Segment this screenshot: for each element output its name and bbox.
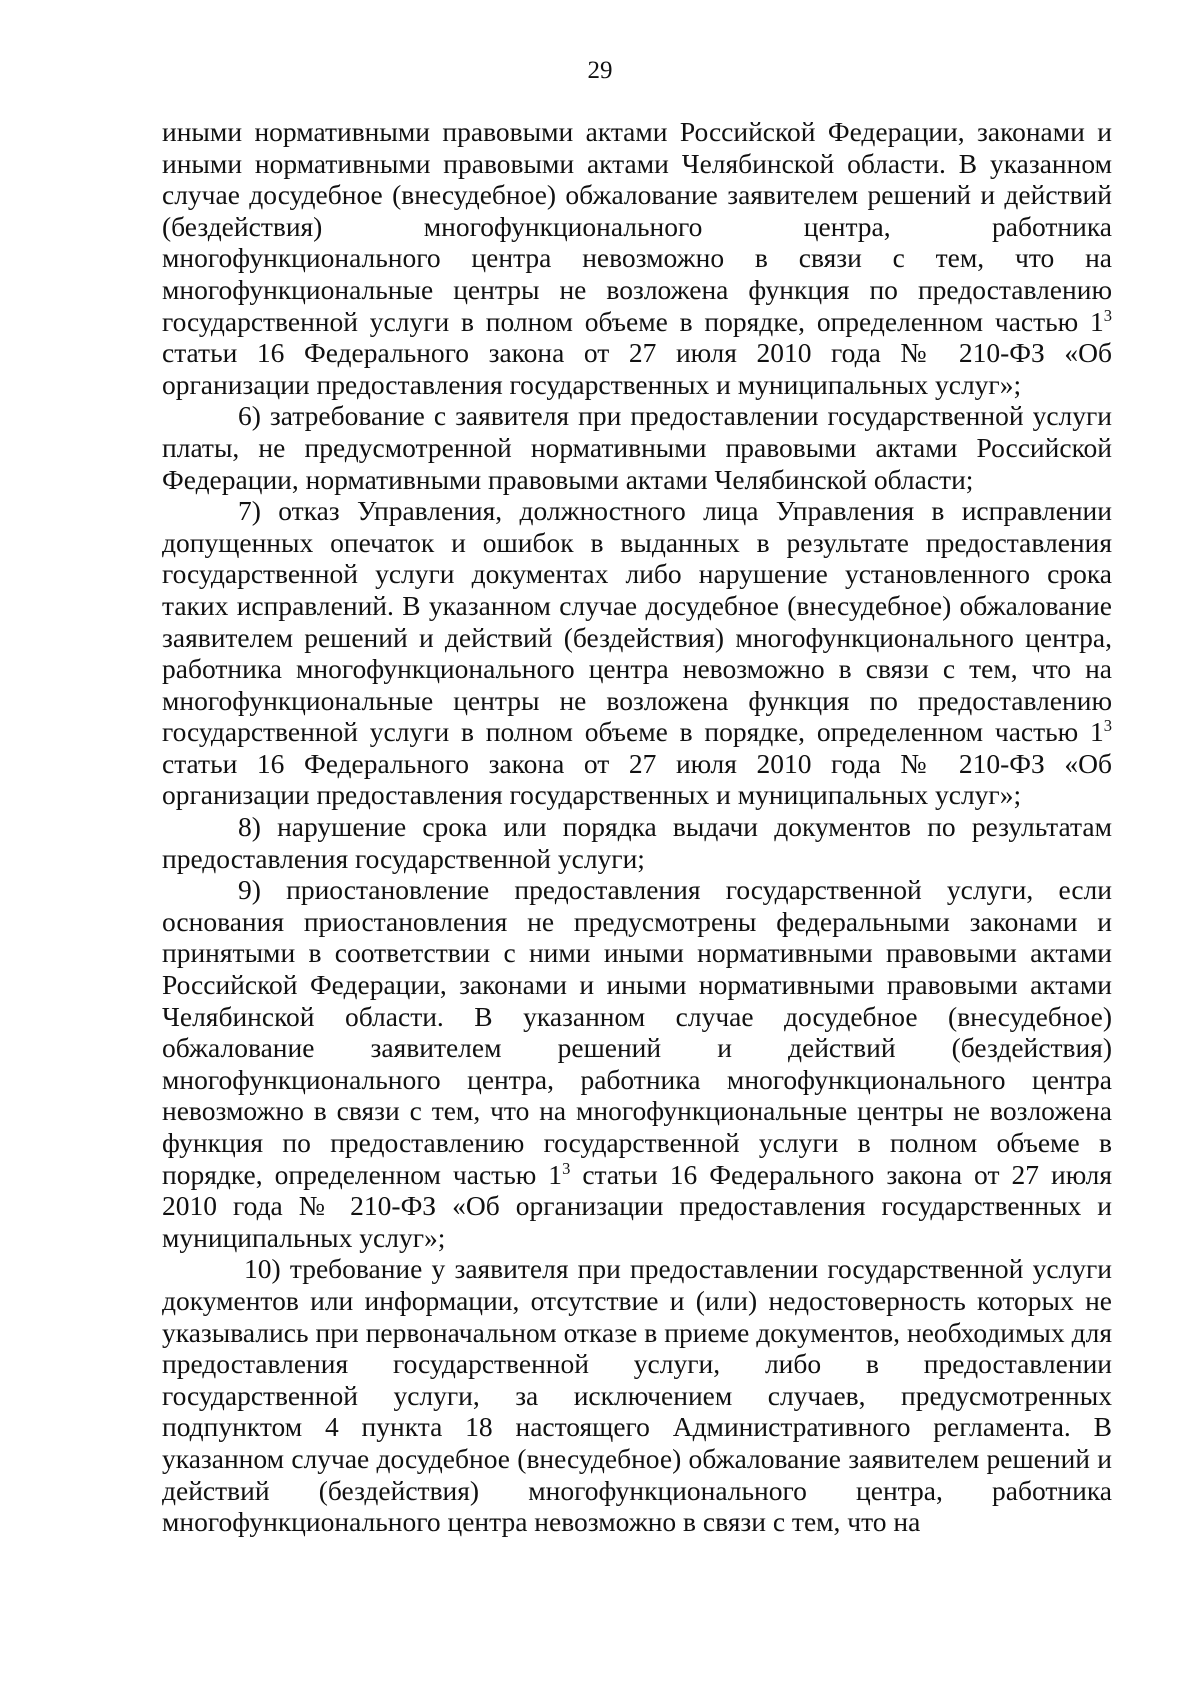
paragraph-item-10: 10) требование у заявителя при предоставлении государственной услуги документов или информации, отсутствие и (или) недостоверность которых не указывались при первоначальном отказе в приеме документов, необходимых для предоставления государственной услуги, либо в предоставлении государственной услуги, за исключением случаев, предусмотренных подпунктом 4 пункта 18 настоящего Административного регламента. В указанном случае досудебное (внесудебное) обжалование заявителем решений и действий (бездействия) многофункционального центра, работника многофункционального центра невозможно в связи с тем, что на	[162, 1253, 1112, 1538]
paragraph-text: иными нормативными правовыми актами Российской Федерации, законами и иными нормативными правовыми актами Челябинской области. В указанном случае досудебное (внесудебное) обжалование заявителем решений и действий (бездействия) многофункционального центра, работника многофункционального центра невозможно в связи с тем, что на многофункциональные центры не возложена функция по предоставлению государственной услуги в полном объеме в порядке, определенном частью 1	[162, 116, 1112, 337]
superscript: 3	[562, 1158, 571, 1178]
paragraph-text: 7) отказ Управления, должностного лица Управления в исправлении допущенных опечаток и ошибок в выданных в результате предоставления государственной услуги документах либо нарушение установленного срока таких исправлений. В указанном случае досудебное (внесудебное) обжалование заявителем решений и действий (бездействия) многофункционального центра, работника многофункционального центра невозможно в связи с тем, что на многофункциональные центры не возложена функция по предоставлению государственной услуги в полном объеме в порядке, определенном частью 1	[162, 495, 1112, 748]
paragraph-text: статьи 16 Федерального закона от 27 июля 2010 года № 210-ФЗ «Об организации предоставления государственных и муниципальных услуг»;	[162, 747, 1112, 811]
paragraph-item-8: 8) нарушение срока или порядка выдачи документов по результатам предоставления государственной услуги;	[162, 811, 1112, 874]
paragraph-item-7	[162, 495, 1112, 811]
document-body	[162, 116, 1112, 1538]
paragraph-continuation	[162, 116, 1112, 400]
page-number: 29	[587, 57, 613, 84]
paragraph-item-9	[162, 874, 1112, 1253]
superscript: 3	[1103, 305, 1112, 325]
paragraph-item-6: 6) затребование с заявителя при предоставлении государственной услуги платы, не предусмотренной нормативными правовыми актами Российской Федерации, нормативными правовыми актами Челябинской области;	[162, 400, 1112, 495]
paragraph-text: статьи 16 Федерального закона от 27 июля 2010 года № 210-ФЗ «Об организации предоставления государственных и муниципальных услуг»;	[162, 1158, 1112, 1253]
superscript: 3	[1103, 716, 1112, 736]
paragraph-text: 9) приостановление предоставления государственной услуги, если основания приостановления не предусмотрены федеральными законами и принятыми в соответствии с ними иными нормативными правовыми актами Российской Федерации, законами и иными нормативными правовыми актами Челябинской области. В указанном случае досудебное (внесудебное) обжалование заявителем решений и действий (бездействия) многофункционального центра, работника многофункционального центра невозможно в связи с тем, что на многофункциональные центры не возложена функция по предоставлению государственной услуги в полном объеме в порядке, определенном частью 1	[162, 874, 1112, 1190]
paragraph-text: статьи 16 Федерального закона от 27 июля 2010 года № 210-ФЗ «Об организации предоставления государственных и муниципальных услуг»;	[162, 337, 1112, 400]
